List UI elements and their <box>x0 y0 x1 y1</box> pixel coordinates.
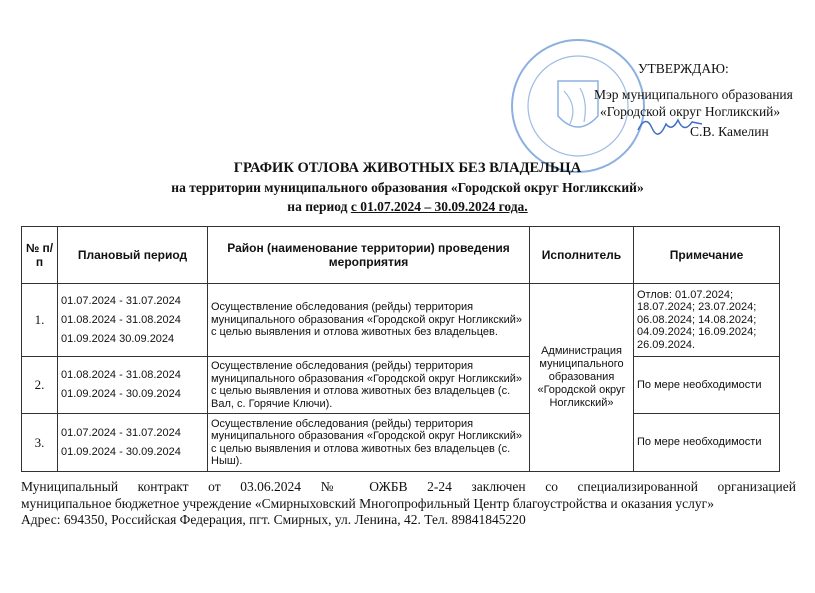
table-header-row <box>22 227 780 284</box>
approval-name: С.В. Камелин <box>690 124 769 139</box>
executor-cell: Администрация муниципального образования «Городской округ Ногликский» <box>530 284 634 472</box>
period-item: 01.08.2024 - 31.08.2024 <box>61 369 181 381</box>
row-note: По мере необходимости <box>634 357 780 414</box>
document-title: ГРАФИК ОТЛОВА ЖИВОТНЫХ БЕЗ ВЛАДЕЛЬЦА <box>233 160 582 176</box>
period-prefix: на период <box>287 199 351 214</box>
period-item: 01.07.2024 - 31.07.2024 <box>61 426 181 439</box>
contract-footer <box>21 479 796 529</box>
table-row <box>22 357 780 414</box>
header-note: Примечание <box>634 227 780 284</box>
row-num: 1. <box>22 284 58 357</box>
header-executor: Исполнитель <box>530 227 634 284</box>
period-item: 01.08.2024 - 31.08.2024 <box>61 313 181 326</box>
document-subtitle: на территории муниципального образования «Городской округ Ногликский» <box>171 180 644 195</box>
header-num: № п/п <box>22 227 58 284</box>
document-period <box>0 199 815 215</box>
row-periods <box>58 284 208 357</box>
approval-heading: УТВЕРЖДАЮ: <box>638 61 729 76</box>
approval-position-line2: «Городской округ Ногликский» <box>600 104 781 119</box>
footer-line1: Муниципальный контракт от 03.06.2024 № ОЖБВ 2-24 заключен со специализированной организацией <box>21 479 796 494</box>
period-range: с 01.07.2024 – 30.09.2024 года. <box>350 199 528 214</box>
approval-position-line1: Мэр муниципального образования <box>594 87 793 102</box>
header-period: Плановый период <box>58 227 208 284</box>
footer-line3: Адрес: 694350, Российская Федерация, пгт. Смирных, ул. Ленина, 42. Тел. 89841845220 <box>21 512 526 527</box>
table-row <box>22 414 780 472</box>
row-district: Осуществление обследования (рейды) территория муниципального образования «Городской округ Ногликский» с целью выявления и отлова животных без владельцев (с. Ныш). <box>208 414 530 472</box>
row-note: Отлов: 01.07.2024; 18.07.2024; 23.07.2024; 06.08.2024; 14.08.2024; 04.09.2024; 16.09.2024; 26.09.2024. <box>634 284 780 357</box>
row-periods <box>58 357 208 414</box>
row-num: 3. <box>22 414 58 472</box>
footer-line2: муниципальное бюджетное учреждение «Смирныховский Многопрофильный Центр благоустройства и оказания услуг» <box>21 495 714 511</box>
table-row <box>22 284 780 357</box>
row-district: Осуществление обследования (рейды) территория муниципального образования «Городской округ Ногликский» с целью выявления и отлова животных без владельцев (с. Вал, с. Горячие Ключи). <box>208 357 530 414</box>
period-item: 01.09.2024 - 30.09.2024 <box>61 445 181 458</box>
row-note: По мере необходимости <box>634 414 780 472</box>
schedule-table <box>21 226 780 472</box>
period-item: 01.09.2024 - 30.09.2024 <box>61 388 181 400</box>
signature <box>636 110 706 145</box>
row-num: 2. <box>22 357 58 414</box>
row-district: Осуществление обследования (рейды) территория муниципального образования «Городской округ Ногликский» с целью выявления и отлова животных без владельцев. <box>208 284 530 357</box>
row-periods <box>58 414 208 472</box>
header-district: Район (наименование территории) проведения мероприятия <box>208 227 530 284</box>
period-item: 01.09.2024 30.09.2024 <box>61 332 175 345</box>
period-item: 01.07.2024 - 31.07.2024 <box>61 294 181 307</box>
